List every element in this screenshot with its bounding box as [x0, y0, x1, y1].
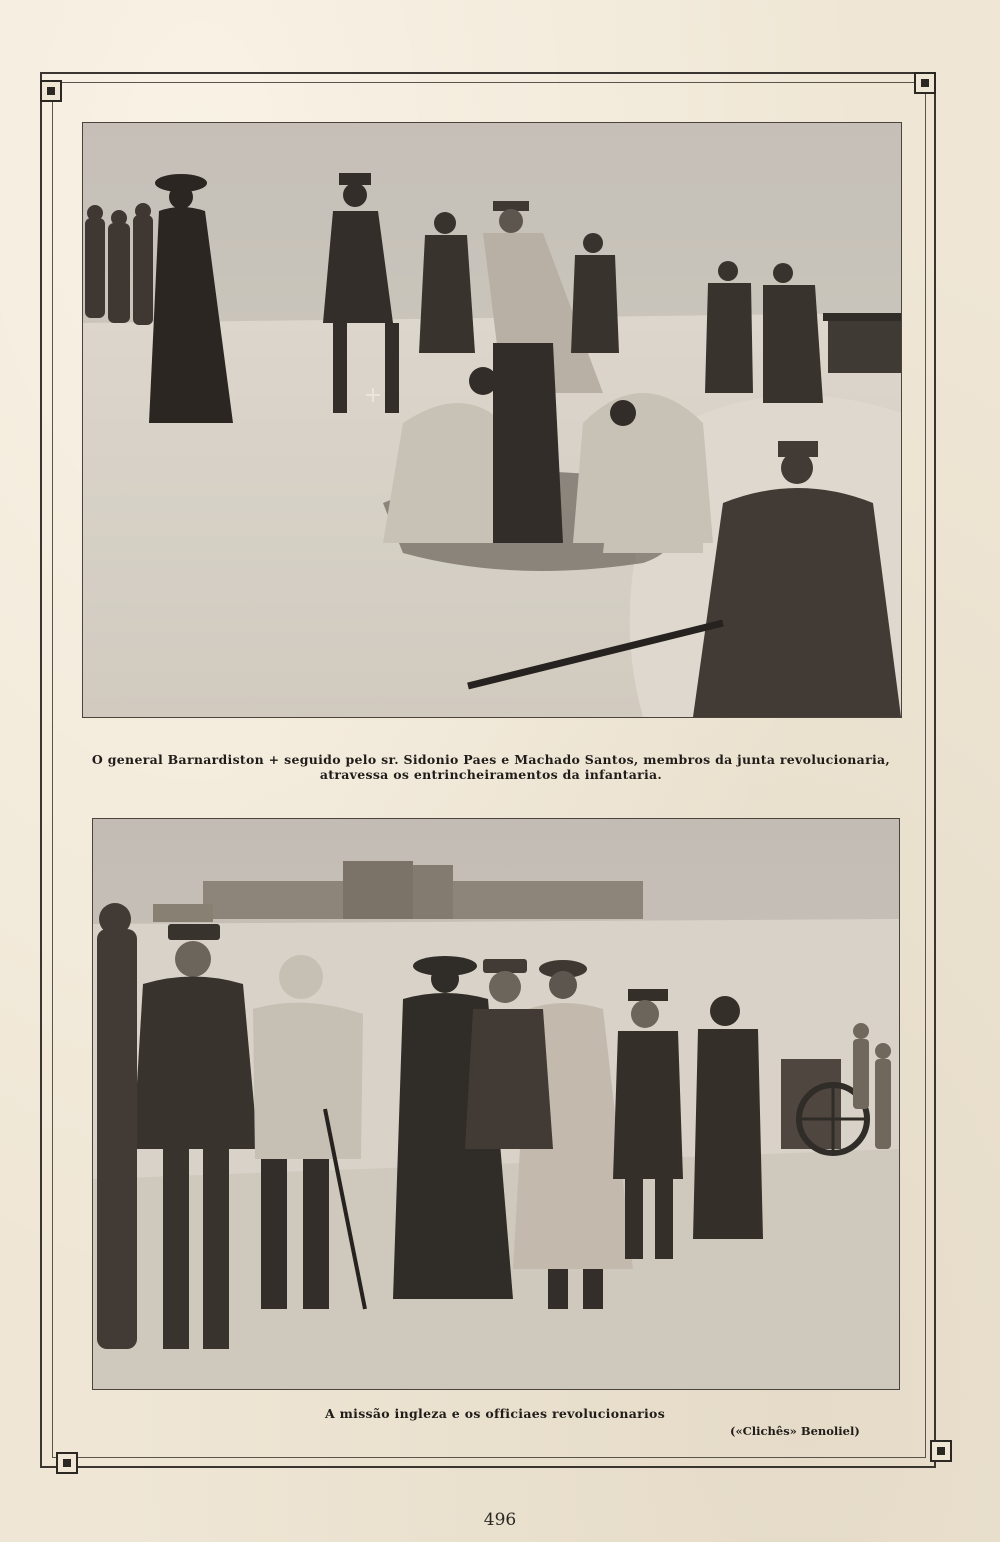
- caption-bottom-photo: A missão ingleza e os officiaes revolucionarios: [324, 1406, 666, 1421]
- corner-ornament-bottom-right: [930, 1440, 952, 1462]
- photo-trench-inspection: [82, 122, 902, 718]
- photo-credit: («Clichês» Benoliel): [730, 1424, 860, 1438]
- corner-ornament-bottom-left: [56, 1452, 78, 1474]
- corner-ornament-top-right: [914, 72, 936, 94]
- caption-top-line2: atravessa os entrincheiramentos da infantaria.: [319, 767, 663, 782]
- photo-english-mission: [92, 818, 900, 1390]
- page-number: 496: [483, 1510, 517, 1530]
- corner-ornament-top-left: [40, 80, 62, 102]
- caption-top-photo: [82, 752, 900, 782]
- caption-top-line1: O general Barnardiston + seguido pelo sr. Sidonio Paes e Machado Santos, membros da junta revolucionaria,: [91, 752, 891, 767]
